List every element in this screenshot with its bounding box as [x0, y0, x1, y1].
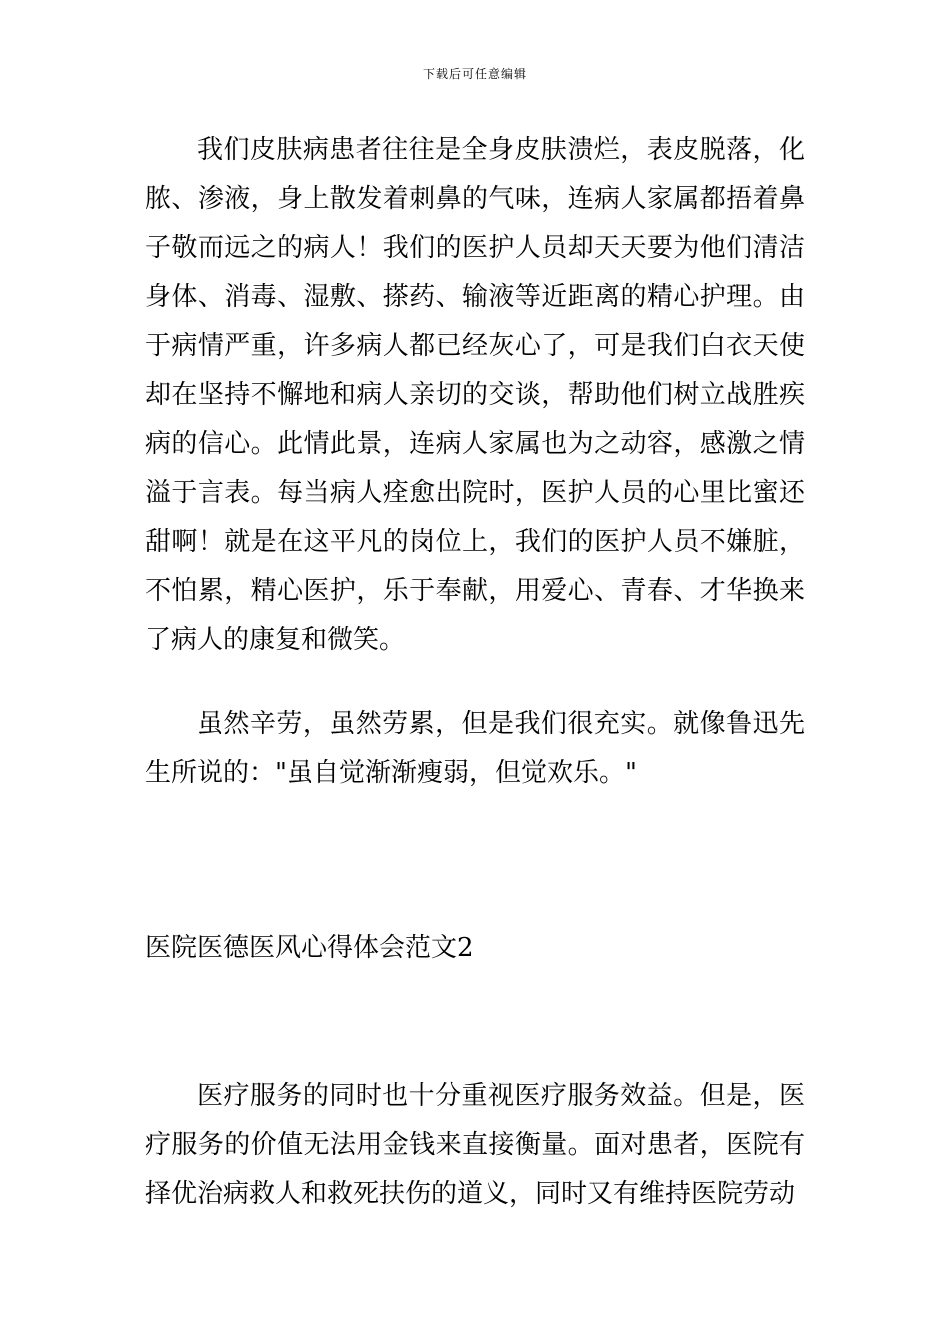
section-heading: 医院医德医风心得体会范文2 [145, 933, 474, 963]
body-paragraph: 我们皮肤病患者往往是全身皮肤溃烂，表皮脱落，化脓、渗液，身上散发着刺鼻的气味，连病人家属都捂着鼻子敬而远之的病人！我们的医护人员却天天要为他们清洁身体、消毒、湿敷、搽药、输液等近距离的精心护理。由于病情严重，许多病人都已经灰心了，可是我们白衣天使却在坚持不懈地和病人亲切的交谈，帮助他们树立战胜疾病的信心。此情此景，连病人家属也为之动容，感激之情溢于言表。每当病人痊愈出院时，医护人员的心里比蜜还甜啊！就是在这平凡的岗位上，我们的医护人员不嫌脏，不怕累，精心医护，乐于奉献，用爱心、青春、才华换来了病人的康复和微笑。 [145, 135, 805, 655]
body-paragraph: 虽然辛劳，虽然劳累，但是我们很充实。就像鲁迅先生所说的："虽自觉渐渐瘦弱，但觉欢乐。" [145, 709, 805, 788]
body-paragraph: 医疗服务的同时也十分重视医疗服务效益。但是，医疗服务的价值无法用金钱来直接衡量。面对患者，医院有择优治病救人和救死扶伤的道义，同时又有维持医院劳动 [145, 1081, 805, 1209]
header-note: 下载后可任意编辑 [422, 67, 527, 81]
